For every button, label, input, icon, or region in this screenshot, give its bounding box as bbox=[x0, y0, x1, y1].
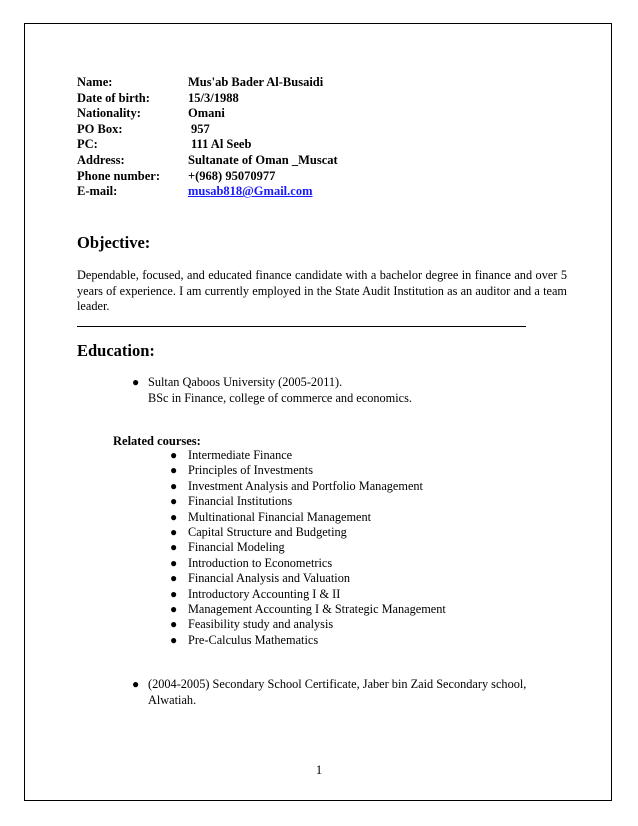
info-row-pc bbox=[77, 137, 338, 153]
bullet-icon: ● bbox=[170, 448, 178, 462]
info-value: Omani bbox=[188, 106, 225, 121]
info-row-dob bbox=[77, 91, 338, 107]
info-value: 15/3/1988 bbox=[188, 90, 239, 105]
info-row-nationality bbox=[77, 106, 338, 122]
bullet-icon: ● bbox=[170, 509, 178, 524]
info-label: PO Box: bbox=[77, 121, 123, 136]
university-line: Sultan Qaboos University (2005-2011). bbox=[148, 375, 343, 389]
bullet-icon: ● bbox=[132, 677, 140, 691]
list-item: ● Financial Institutions bbox=[170, 494, 293, 509]
info-label: Date of birth: bbox=[77, 90, 150, 105]
bullet-icon: ● bbox=[170, 602, 178, 617]
degree-line: BSc in Finance, college of commerce and economics. bbox=[148, 390, 412, 405]
bullet-icon: ● bbox=[170, 617, 178, 632]
info-value: Mus'ab Bader Al-Busaidi bbox=[188, 75, 324, 89]
bullet-icon: ● bbox=[170, 586, 178, 601]
list-item: ● Introduction to Econometrics bbox=[170, 555, 333, 570]
course-list bbox=[170, 448, 446, 648]
info-value: 111 Al Seeb bbox=[191, 137, 252, 152]
education-heading: Education: bbox=[77, 341, 155, 360]
info-label: Nationality: bbox=[77, 106, 141, 121]
list-item: ● Principles of Investments bbox=[170, 463, 313, 478]
info-row-name bbox=[77, 75, 338, 91]
bullet-icon: ● bbox=[132, 375, 140, 389]
info-value: +(968) 95070977 bbox=[188, 168, 276, 183]
bullet-icon: ● bbox=[170, 540, 178, 555]
objective-heading: Objective: bbox=[77, 233, 151, 252]
bullet-icon: ● bbox=[170, 463, 178, 478]
section-divider bbox=[77, 326, 526, 327]
list-item: ● Management Accounting I & Strategic Management bbox=[170, 602, 446, 617]
list-item: ● Financial Modeling bbox=[170, 540, 285, 555]
secondary-school-entry bbox=[132, 677, 526, 708]
bullet-icon: ● bbox=[170, 494, 178, 509]
info-row-phone bbox=[77, 169, 338, 185]
info-value: 957 bbox=[191, 121, 210, 136]
secondary-line: (2004-2005) Secondary School Certificate, Jaber bin Zaid Secondary school, bbox=[148, 677, 527, 691]
list-item: ● Feasibility study and analysis bbox=[170, 617, 334, 632]
info-row-email bbox=[77, 184, 338, 200]
bullet-icon: ● bbox=[170, 525, 178, 540]
university-entry bbox=[132, 375, 412, 406]
email-link[interactable]: musab818@Gmail.com bbox=[188, 184, 313, 199]
bullet-icon: ● bbox=[170, 632, 178, 647]
bullet-icon: ● bbox=[170, 478, 178, 493]
related-courses-heading: Related courses: bbox=[113, 434, 201, 448]
page-number: 1 bbox=[315, 763, 323, 777]
list-item: ● Intermediate Finance bbox=[170, 448, 293, 462]
info-label: Address: bbox=[77, 152, 125, 167]
bullet-icon: ● bbox=[170, 571, 178, 586]
list-item: ● Capital Structure and Budgeting bbox=[170, 525, 347, 540]
info-value: Sultanate of Oman _Muscat bbox=[188, 152, 338, 167]
objective-text: Dependable, focused, and educated finance candidate with a bachelor degree in finance and over 5 years of experience. I am currently employed in the State Audit Institution as an auditor and a team leader. bbox=[77, 268, 567, 314]
secondary-location: Alwatiah. bbox=[148, 692, 197, 707]
list-item: ● Investment Analysis and Portfolio Management bbox=[170, 478, 423, 493]
info-label: PC: bbox=[77, 137, 98, 152]
list-item: ● Financial Analysis and Valuation bbox=[170, 571, 351, 586]
info-label: Phone number: bbox=[77, 168, 160, 183]
list-item: ● Multinational Financial Management bbox=[170, 509, 372, 524]
list-item: ● Pre-Calculus Mathematics bbox=[170, 632, 319, 647]
info-label: E-mail: bbox=[77, 184, 118, 199]
info-row-address bbox=[77, 153, 338, 169]
info-label: Name: bbox=[77, 75, 113, 89]
list-item: ● Introductory Accounting I & II bbox=[170, 586, 341, 601]
personal-info bbox=[77, 75, 338, 200]
info-row-po-box bbox=[77, 122, 338, 138]
bullet-icon: ● bbox=[170, 555, 178, 570]
